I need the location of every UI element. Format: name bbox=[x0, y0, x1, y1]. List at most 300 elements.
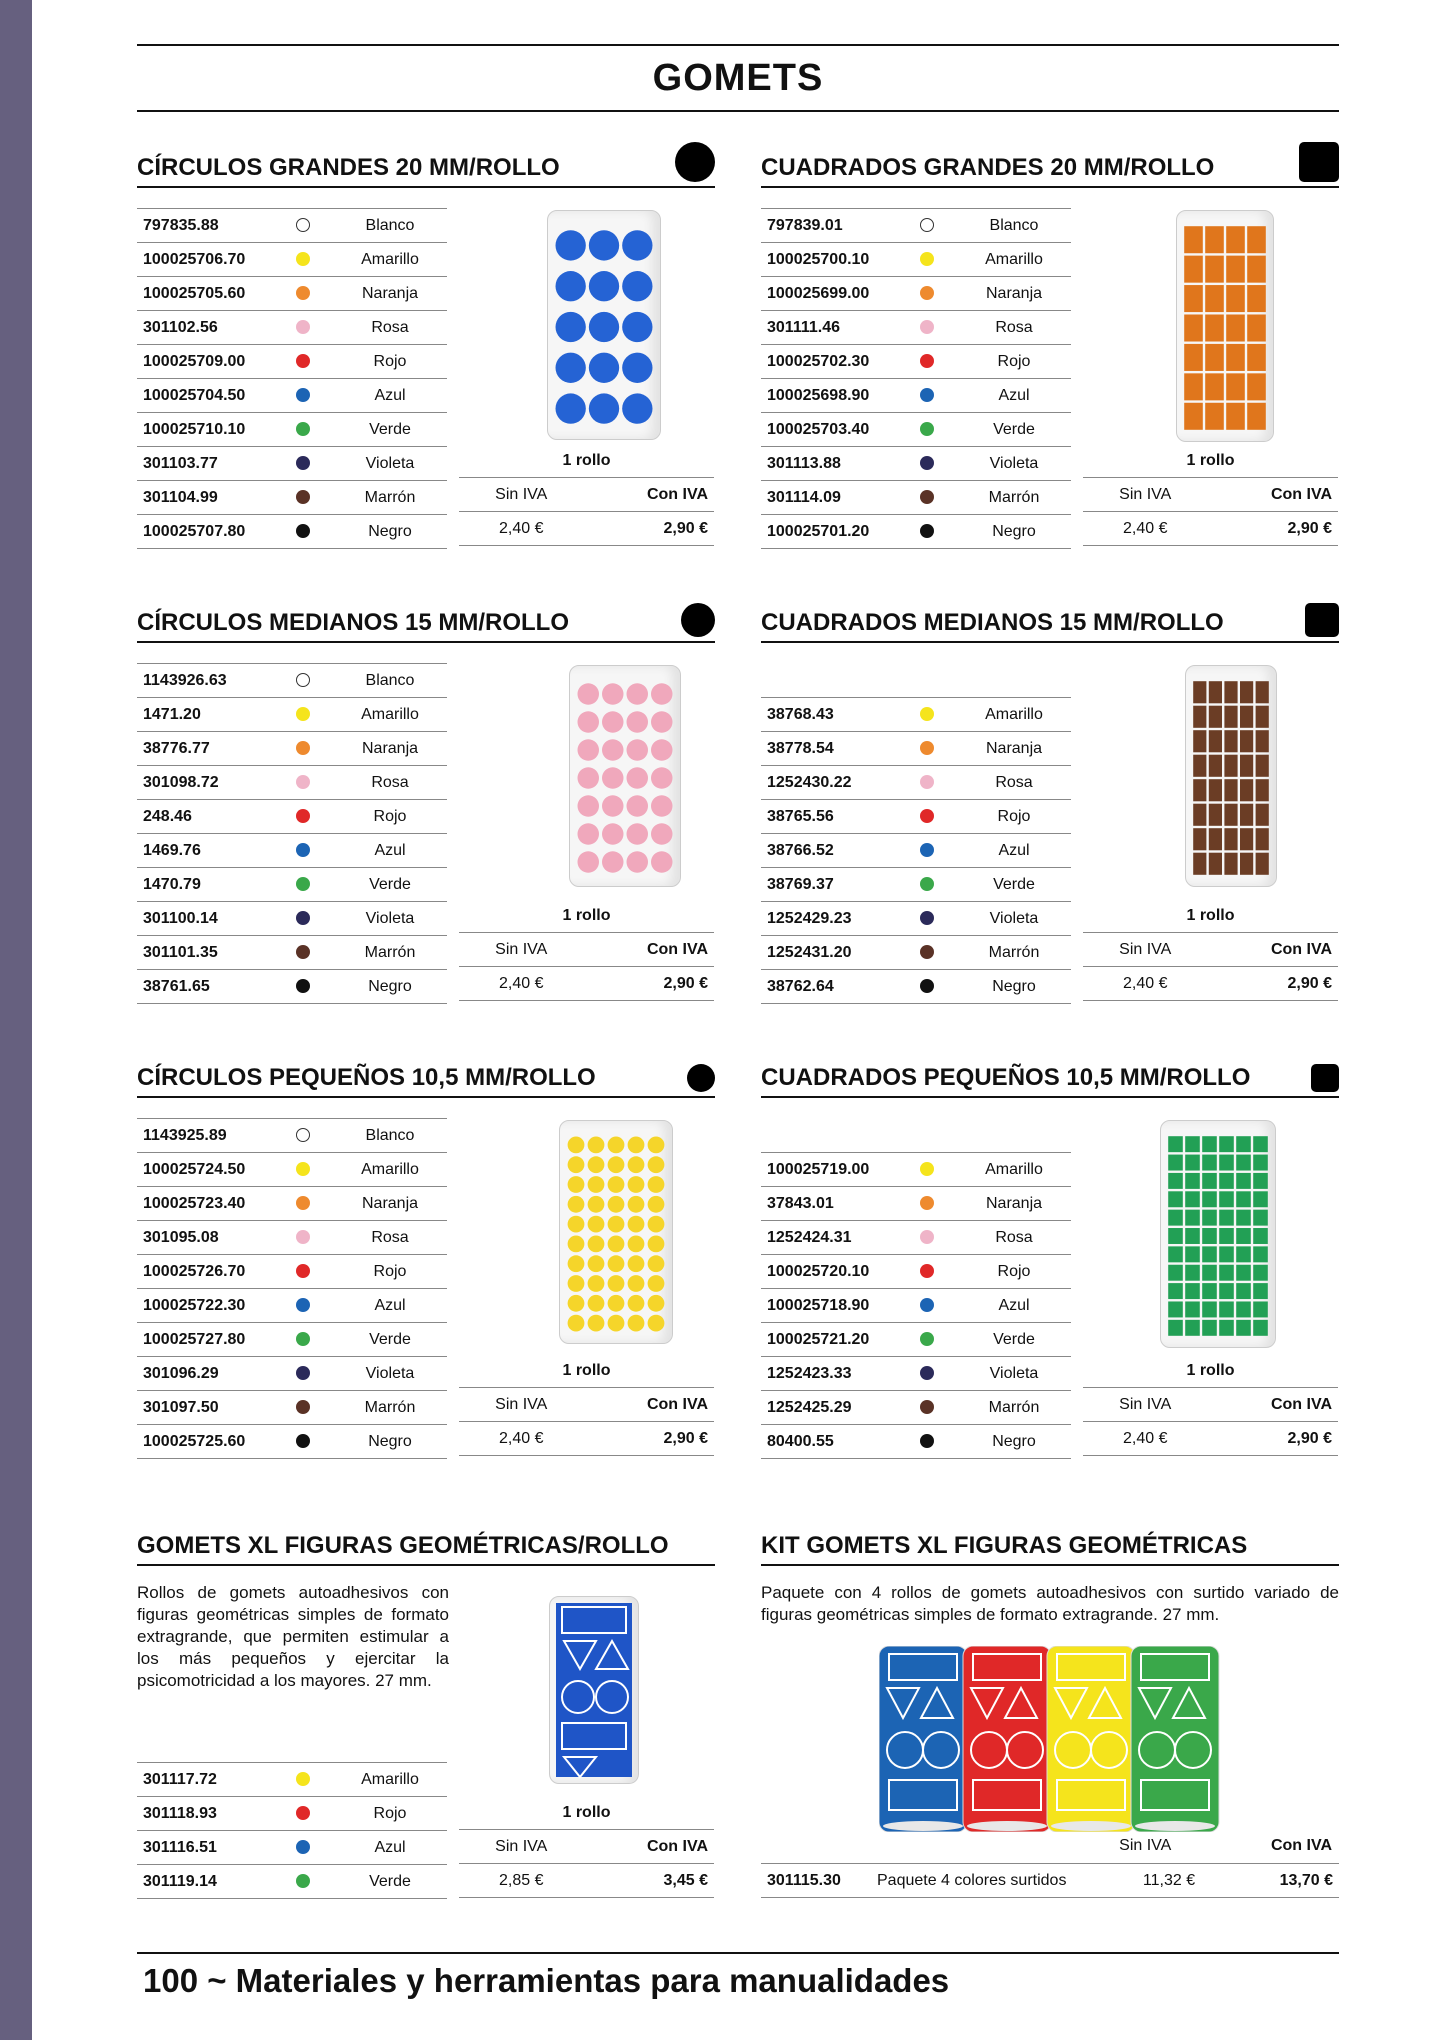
color-name: Marrón bbox=[957, 481, 1071, 515]
con-iva-header: Con IVA bbox=[646, 486, 708, 503]
product-code: 1469.76 bbox=[137, 834, 273, 868]
color-swatch-cell bbox=[273, 664, 333, 698]
color-name: Rojo bbox=[333, 800, 447, 834]
roll-image bbox=[559, 1120, 673, 1344]
color-name: Rosa bbox=[957, 1221, 1071, 1255]
product-code: 1252431.20 bbox=[761, 936, 897, 970]
color-name: Rojo bbox=[957, 1255, 1071, 1289]
product-code: 38768.43 bbox=[761, 698, 897, 732]
roll-image bbox=[569, 665, 681, 887]
price-header-row bbox=[459, 1830, 714, 1864]
color-name: Azul bbox=[957, 1289, 1071, 1323]
color-swatch-icon bbox=[920, 490, 934, 504]
table-row bbox=[137, 1255, 447, 1289]
product-code-table bbox=[761, 1152, 1071, 1459]
price-header-row bbox=[1083, 933, 1338, 967]
product-code: 38776.77 bbox=[137, 732, 273, 766]
product-code: 100025727.80 bbox=[137, 1323, 273, 1357]
page-footer bbox=[137, 1952, 1339, 2000]
price-con-iva: 2,90 € bbox=[1287, 520, 1332, 537]
color-name: Negro bbox=[333, 1425, 447, 1459]
product-code: 100025706.70 bbox=[137, 243, 273, 277]
section-xl-roll bbox=[137, 1518, 715, 1890]
color-swatch-icon bbox=[296, 218, 310, 232]
section-title: KIT GOMETS XL FIGURAS GEOMÉTRICAS bbox=[761, 1532, 1248, 1559]
color-swatch-cell bbox=[273, 732, 333, 766]
table-row bbox=[137, 970, 447, 1004]
section-title: CUADRADOS GRANDES 20 MM/ROLLO bbox=[761, 154, 1215, 181]
color-swatch-icon bbox=[920, 707, 934, 721]
color-swatch-cell bbox=[273, 1289, 333, 1323]
color-swatch-icon bbox=[920, 286, 934, 300]
color-swatch-icon bbox=[920, 456, 934, 470]
color-name: Rojo bbox=[957, 345, 1071, 379]
unit-label: 1 rollo bbox=[1083, 1354, 1338, 1388]
price-con-iva: 2,90 € bbox=[663, 1430, 708, 1447]
sin-iva-header: Sin IVA bbox=[495, 1838, 548, 1855]
table-row bbox=[137, 1289, 447, 1323]
color-name: Marrón bbox=[333, 481, 447, 515]
color-swatch-cell bbox=[273, 311, 333, 345]
xl-shapes-pattern-icon bbox=[550, 1597, 638, 1783]
color-swatch-icon bbox=[296, 1806, 310, 1820]
price-con-iva: 2,90 € bbox=[1287, 975, 1332, 992]
sin-iva-header: Sin IVA bbox=[1119, 1396, 1172, 1413]
color-swatch-cell bbox=[273, 345, 333, 379]
product-code: 301119.14 bbox=[137, 1865, 273, 1899]
price-sin-iva: 11,32 € bbox=[1142, 1872, 1196, 1889]
unit-label: 1 rollo bbox=[459, 444, 714, 478]
price-header-row bbox=[1083, 478, 1338, 512]
color-swatch-cell bbox=[897, 1153, 957, 1187]
color-swatch-icon bbox=[296, 1196, 310, 1210]
color-swatch-icon bbox=[296, 1874, 310, 1888]
product-code: 100025726.70 bbox=[137, 1255, 273, 1289]
color-name: Amarillo bbox=[333, 698, 447, 732]
product-code: 38762.64 bbox=[761, 970, 897, 1004]
con-iva-header: Con IVA bbox=[646, 941, 708, 958]
table-row bbox=[137, 447, 447, 481]
color-name: Naranja bbox=[957, 732, 1071, 766]
product-section bbox=[137, 595, 715, 995]
table-row bbox=[761, 936, 1071, 970]
product-code: 301118.93 bbox=[137, 1797, 273, 1831]
color-name: Azul bbox=[333, 1831, 447, 1865]
table-row bbox=[137, 732, 447, 766]
color-swatch-cell bbox=[897, 379, 957, 413]
table-row bbox=[137, 515, 447, 549]
color-swatch-icon bbox=[920, 218, 934, 232]
color-swatch-icon bbox=[920, 979, 934, 993]
table-row bbox=[761, 970, 1071, 1004]
filled-square-icon bbox=[1299, 142, 1339, 182]
sin-iva-header: Sin IVA bbox=[1119, 486, 1172, 503]
color-name: Negro bbox=[957, 970, 1071, 1004]
unit-label: 1 rollo bbox=[459, 899, 714, 933]
color-name: Azul bbox=[957, 834, 1071, 868]
color-name: Amarillo bbox=[333, 1153, 447, 1187]
price-value-row bbox=[1083, 967, 1338, 1001]
con-iva-header: Con IVA bbox=[1270, 1396, 1332, 1413]
color-swatch-cell bbox=[897, 1221, 957, 1255]
table-row bbox=[137, 902, 447, 936]
color-name: Negro bbox=[333, 970, 447, 1004]
product-code: 301097.50 bbox=[137, 1391, 273, 1425]
table-row bbox=[761, 868, 1071, 902]
product-code: 1252425.29 bbox=[761, 1391, 897, 1425]
color-swatch-icon bbox=[296, 1264, 310, 1278]
color-swatch-cell bbox=[897, 1357, 957, 1391]
price-header-row bbox=[459, 478, 714, 512]
color-name: Verde bbox=[957, 1323, 1071, 1357]
kit-roll bbox=[1047, 1646, 1135, 1832]
color-swatch-icon bbox=[920, 1366, 934, 1380]
color-name: Rojo bbox=[333, 1255, 447, 1289]
price-sin-iva: 2,40 € bbox=[499, 1430, 544, 1447]
product-code: 100025721.20 bbox=[761, 1323, 897, 1357]
product-section bbox=[761, 140, 1339, 540]
color-name: Verde bbox=[957, 868, 1071, 902]
price-con-iva: 2,90 € bbox=[663, 975, 708, 992]
unit-label: 1 rollo bbox=[1083, 444, 1338, 478]
color-swatch-cell bbox=[897, 766, 957, 800]
color-name: Violeta bbox=[333, 902, 447, 936]
table-row bbox=[761, 1357, 1071, 1391]
color-swatch-cell bbox=[897, 834, 957, 868]
kit-rolls-image bbox=[879, 1646, 1223, 1832]
color-swatch-cell bbox=[897, 902, 957, 936]
table-row bbox=[761, 1323, 1071, 1357]
product-section bbox=[137, 1050, 715, 1450]
product-code: 100025718.90 bbox=[761, 1289, 897, 1323]
table-row bbox=[761, 311, 1071, 345]
table-row bbox=[761, 413, 1071, 447]
product-code: 301111.46 bbox=[761, 311, 897, 345]
color-swatch-cell bbox=[897, 277, 957, 311]
color-name: Blanco bbox=[333, 1119, 447, 1153]
product-code: 1252423.33 bbox=[761, 1357, 897, 1391]
unit-label: 1 rollo bbox=[459, 1354, 714, 1388]
section-header bbox=[137, 1518, 715, 1566]
color-name: Naranja bbox=[333, 277, 447, 311]
color-swatch-icon bbox=[920, 388, 934, 402]
color-swatch-cell bbox=[273, 413, 333, 447]
price-sin-iva: 2,40 € bbox=[1123, 1430, 1168, 1447]
color-name: Violeta bbox=[957, 902, 1071, 936]
product-code: 301114.09 bbox=[761, 481, 897, 515]
color-swatch-cell bbox=[897, 1289, 957, 1323]
section-title: GOMETS XL FIGURAS GEOMÉTRICAS/ROLLO bbox=[137, 1532, 669, 1559]
section-header bbox=[761, 1050, 1339, 1098]
color-name: Violeta bbox=[957, 1357, 1071, 1391]
table-row bbox=[137, 1323, 447, 1357]
small-circles-icon bbox=[560, 1121, 672, 1343]
color-swatch-cell bbox=[273, 481, 333, 515]
color-swatch-icon bbox=[920, 877, 934, 891]
color-name: Verde bbox=[333, 1865, 447, 1899]
con-iva-header: Con IVA bbox=[1270, 486, 1332, 503]
color-name: Rojo bbox=[333, 345, 447, 379]
table-row bbox=[137, 209, 447, 243]
kit-roll bbox=[1131, 1646, 1219, 1832]
unit-label: 1 rollo bbox=[459, 1796, 714, 1830]
color-swatch-cell bbox=[273, 379, 333, 413]
product-code: 301096.29 bbox=[137, 1357, 273, 1391]
color-name: Naranja bbox=[957, 1187, 1071, 1221]
product-code: 797839.01 bbox=[761, 209, 897, 243]
section-header bbox=[761, 140, 1339, 188]
color-swatch-icon bbox=[296, 1332, 310, 1346]
color-swatch-cell bbox=[897, 413, 957, 447]
color-name: Azul bbox=[957, 379, 1071, 413]
big-circles-icon bbox=[548, 211, 660, 439]
filled-square-icon bbox=[1305, 603, 1339, 637]
price-value-row bbox=[459, 1864, 714, 1898]
color-swatch-icon bbox=[920, 524, 934, 538]
color-name: Violeta bbox=[333, 447, 447, 481]
table-row bbox=[137, 311, 447, 345]
color-swatch-icon bbox=[296, 354, 310, 368]
color-swatch-cell bbox=[273, 1865, 333, 1899]
color-swatch-icon bbox=[296, 524, 310, 538]
filled-circle-icon bbox=[675, 142, 715, 182]
product-code-table bbox=[761, 208, 1071, 549]
product-code-table bbox=[137, 663, 447, 1004]
price-value-row bbox=[459, 967, 714, 1001]
color-swatch-cell bbox=[897, 345, 957, 379]
color-swatch-cell bbox=[897, 800, 957, 834]
price-sin-iva: 2,40 € bbox=[499, 975, 544, 992]
color-name: Rosa bbox=[333, 311, 447, 345]
color-name: Negro bbox=[957, 1425, 1071, 1459]
color-swatch-icon bbox=[920, 1196, 934, 1210]
table-row bbox=[137, 1865, 447, 1899]
product-code: 1252430.22 bbox=[761, 766, 897, 800]
price-header-row bbox=[1083, 1388, 1338, 1422]
color-swatch-cell bbox=[273, 243, 333, 277]
table-row bbox=[137, 1763, 447, 1797]
section-header bbox=[137, 595, 715, 643]
product-code: 301115.30 bbox=[767, 1872, 841, 1889]
product-code: 797835.88 bbox=[137, 209, 273, 243]
price-header-row bbox=[459, 1388, 714, 1422]
color-swatch-cell bbox=[897, 698, 957, 732]
product-code: 100025719.00 bbox=[761, 1153, 897, 1187]
color-swatch-cell bbox=[273, 1255, 333, 1289]
color-name: Violeta bbox=[333, 1357, 447, 1391]
table-row bbox=[137, 1153, 447, 1187]
price-panel bbox=[459, 899, 714, 1001]
sin-iva-header: Sin IVA bbox=[495, 941, 548, 958]
color-swatch-icon bbox=[296, 1400, 310, 1414]
big-squares-icon bbox=[1177, 211, 1273, 441]
product-code: 100025725.60 bbox=[137, 1425, 273, 1459]
roll-image bbox=[1160, 1120, 1276, 1348]
color-swatch-icon bbox=[296, 1128, 310, 1142]
price-panel bbox=[459, 1354, 714, 1456]
product-code: 301113.88 bbox=[761, 447, 897, 481]
page-title-bar bbox=[137, 44, 1339, 112]
product-code: 38766.52 bbox=[761, 834, 897, 868]
color-name: Azul bbox=[333, 1289, 447, 1323]
color-swatch-cell bbox=[273, 1119, 333, 1153]
color-swatch-icon bbox=[920, 1298, 934, 1312]
product-section bbox=[137, 140, 715, 540]
color-swatch-cell bbox=[273, 1763, 333, 1797]
color-swatch-cell bbox=[897, 1187, 957, 1221]
page-edge-band bbox=[0, 0, 32, 2040]
product-code: 248.46 bbox=[137, 800, 273, 834]
product-code: 1252424.31 bbox=[761, 1221, 897, 1255]
color-swatch-icon bbox=[296, 456, 310, 470]
color-swatch-cell bbox=[897, 243, 957, 277]
table-row bbox=[137, 379, 447, 413]
table-row bbox=[761, 243, 1071, 277]
color-swatch-icon bbox=[920, 843, 934, 857]
table-row bbox=[761, 902, 1071, 936]
table-row bbox=[761, 766, 1071, 800]
color-swatch-icon bbox=[296, 1840, 310, 1854]
roll-image bbox=[1185, 665, 1277, 887]
color-name: Rosa bbox=[957, 311, 1071, 345]
color-swatch-cell bbox=[897, 1323, 957, 1357]
product-code: 38765.56 bbox=[761, 800, 897, 834]
table-row bbox=[761, 447, 1071, 481]
table-row bbox=[137, 1119, 447, 1153]
color-swatch-cell bbox=[897, 1255, 957, 1289]
table-row bbox=[137, 413, 447, 447]
con-iva-header: Con IVA bbox=[1270, 941, 1332, 958]
section-header bbox=[137, 140, 715, 188]
color-swatch-icon bbox=[296, 877, 310, 891]
color-swatch-icon bbox=[920, 741, 934, 755]
color-swatch-cell bbox=[273, 936, 333, 970]
product-code: 1470.79 bbox=[137, 868, 273, 902]
product-code: 100025710.10 bbox=[137, 413, 273, 447]
table-row bbox=[761, 698, 1071, 732]
color-swatch-icon bbox=[296, 945, 310, 959]
color-swatch-icon bbox=[296, 1772, 310, 1786]
color-swatch-icon bbox=[296, 320, 310, 334]
product-code-table bbox=[761, 697, 1071, 1004]
filled-circle-icon bbox=[687, 1064, 715, 1092]
color-name: Verde bbox=[333, 868, 447, 902]
sin-iva-header: Sin IVA bbox=[1119, 1837, 1172, 1854]
color-name: Amarillo bbox=[333, 1763, 447, 1797]
product-code: 301102.56 bbox=[137, 311, 273, 345]
color-swatch-icon bbox=[296, 388, 310, 402]
table-row bbox=[761, 1153, 1071, 1187]
product-code: 1252429.23 bbox=[761, 902, 897, 936]
table-row bbox=[137, 1425, 447, 1459]
color-name: Marrón bbox=[333, 936, 447, 970]
price-con-iva: 2,90 € bbox=[663, 520, 708, 537]
table-row bbox=[137, 936, 447, 970]
table-row bbox=[137, 277, 447, 311]
product-code: 100025701.20 bbox=[761, 515, 897, 549]
table-row bbox=[137, 698, 447, 732]
color-swatch-cell bbox=[897, 515, 957, 549]
color-swatch-cell bbox=[897, 1391, 957, 1425]
color-name: Amarillo bbox=[957, 243, 1071, 277]
product-code: 100025705.60 bbox=[137, 277, 273, 311]
kit-item-name: Paquete 4 colores surtidos bbox=[877, 1872, 1067, 1889]
color-name: Marrón bbox=[957, 936, 1071, 970]
color-name: Marrón bbox=[957, 1391, 1071, 1425]
product-code: 301116.51 bbox=[137, 1831, 273, 1865]
table-row bbox=[137, 1187, 447, 1221]
color-name: Azul bbox=[333, 379, 447, 413]
color-swatch-cell bbox=[897, 481, 957, 515]
price-con-iva: 13,70 € bbox=[1279, 1872, 1333, 1889]
product-code: 38761.65 bbox=[137, 970, 273, 1004]
color-swatch-icon bbox=[296, 741, 310, 755]
section-title: CÍRCULOS MEDIANOS 15 MM/ROLLO bbox=[137, 609, 570, 636]
color-swatch-icon bbox=[920, 252, 934, 266]
color-swatch-cell bbox=[273, 970, 333, 1004]
color-swatch-cell bbox=[897, 447, 957, 481]
table-row bbox=[761, 379, 1071, 413]
color-swatch-cell bbox=[273, 1323, 333, 1357]
table-row bbox=[137, 481, 447, 515]
color-swatch-cell bbox=[273, 766, 333, 800]
product-code: 301103.77 bbox=[137, 447, 273, 481]
table-row bbox=[761, 1425, 1071, 1459]
color-swatch-cell bbox=[897, 1425, 957, 1459]
color-name: Violeta bbox=[957, 447, 1071, 481]
color-swatch-cell bbox=[897, 732, 957, 766]
color-swatch-icon bbox=[296, 490, 310, 504]
color-swatch-cell bbox=[273, 1187, 333, 1221]
product-code: 38778.54 bbox=[761, 732, 897, 766]
color-swatch-icon bbox=[920, 1162, 934, 1176]
table-row bbox=[761, 1289, 1071, 1323]
color-name: Marrón bbox=[333, 1391, 447, 1425]
color-swatch-cell bbox=[273, 515, 333, 549]
color-name: Blanco bbox=[333, 209, 447, 243]
product-description: Rollos de gomets autoadhesivos con figuras geométricas simples de formato extragrande, que permiten estimular a los más pequeños y ejercitar la psicomotricidad a los mayores. 27 mm. bbox=[137, 1583, 449, 1690]
product-code: 301104.99 bbox=[137, 481, 273, 515]
price-panel bbox=[459, 1796, 714, 1898]
price-sin-iva: 2,40 € bbox=[1123, 975, 1168, 992]
table-row bbox=[137, 664, 447, 698]
color-name: Rosa bbox=[333, 766, 447, 800]
sin-iva-header: Sin IVA bbox=[495, 486, 548, 503]
price-sin-iva: 2,40 € bbox=[499, 520, 544, 537]
color-swatch-cell bbox=[273, 1357, 333, 1391]
color-swatch-icon bbox=[920, 911, 934, 925]
color-swatch-icon bbox=[296, 1230, 310, 1244]
color-swatch-icon bbox=[296, 286, 310, 300]
table-row bbox=[137, 1831, 447, 1865]
filled-square-icon bbox=[1311, 1064, 1339, 1092]
table-row bbox=[137, 1391, 447, 1425]
table-row bbox=[761, 732, 1071, 766]
product-code: 100025703.40 bbox=[761, 413, 897, 447]
color-swatch-cell bbox=[273, 1797, 333, 1831]
color-name: Negro bbox=[333, 515, 447, 549]
color-swatch-icon bbox=[296, 979, 310, 993]
product-code: 100025702.30 bbox=[761, 345, 897, 379]
color-swatch-icon bbox=[296, 252, 310, 266]
color-name: Azul bbox=[333, 834, 447, 868]
color-name: Rojo bbox=[333, 1797, 447, 1831]
price-value-row bbox=[459, 512, 714, 546]
color-swatch-icon bbox=[920, 775, 934, 789]
color-swatch-cell bbox=[897, 970, 957, 1004]
table-row bbox=[137, 1797, 447, 1831]
section-title: CUADRADOS PEQUEÑOS 10,5 MM/ROLLO bbox=[761, 1064, 1251, 1091]
